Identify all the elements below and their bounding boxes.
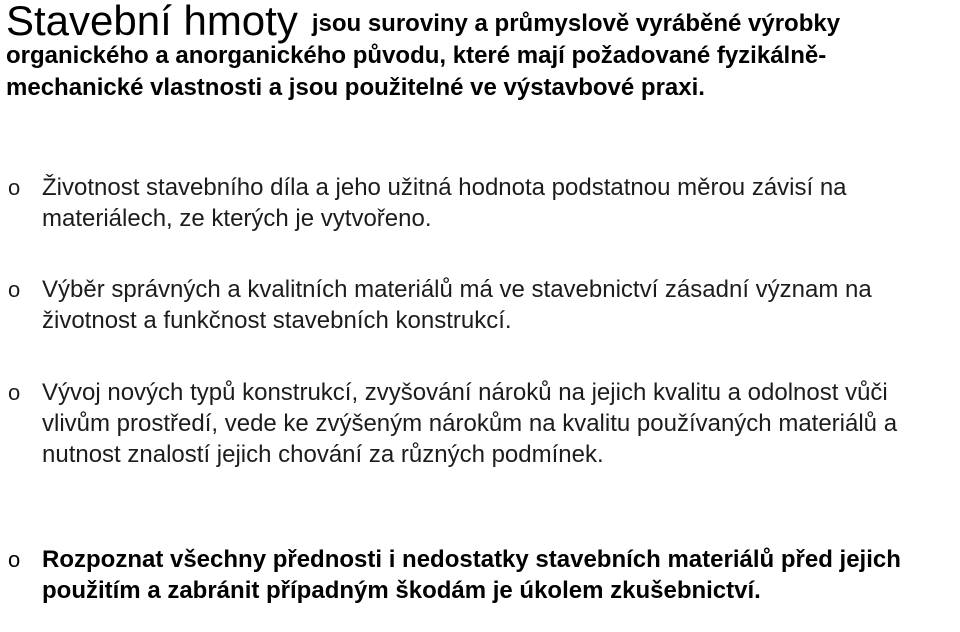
bullet-marker: o xyxy=(8,277,21,302)
bullet-marker: o xyxy=(8,547,21,572)
slide-title: Stavební hmoty xyxy=(6,0,298,44)
bullet-text: Životnost stavebního díla a jeho užitná hodnota podstatnou měrou závisí na materiálech, ze kterých je vytvořeno. xyxy=(42,174,847,232)
bullet-marker: o xyxy=(8,380,21,405)
bullet-text: Rozpoznat všechny přednosti i nedostatky stavebních materiálů před jejich použitím a zabránit případným škodám je úkolem zkušebnictví. xyxy=(42,546,901,604)
intro-text: jsou suroviny a průmyslově vyráběné výrobky organického a anorganického původu, které mají požadované fyzikálně-mechanické vlastnosti a jsou použitelné ve výstavbové praxi. xyxy=(6,10,841,101)
bullet-text: Výběr správných a kvalitních materiálů má ve stavebnictví zásadní význam na životnost a funkčnost stavebních konstrukcí. xyxy=(42,276,872,334)
bullet-marker: o xyxy=(8,175,21,200)
intro-paragraph xyxy=(6,0,946,108)
bullet-text: Vývoj nových typů konstrukcí, zvyšování nároků na jejich kvalitu a odolnost vůči vlivům prostředí, vede ke zvýšeným nárokům na kvalitu používaných materiálů a nutnost znalostí jejich chování za různých podmínek. xyxy=(42,379,898,468)
